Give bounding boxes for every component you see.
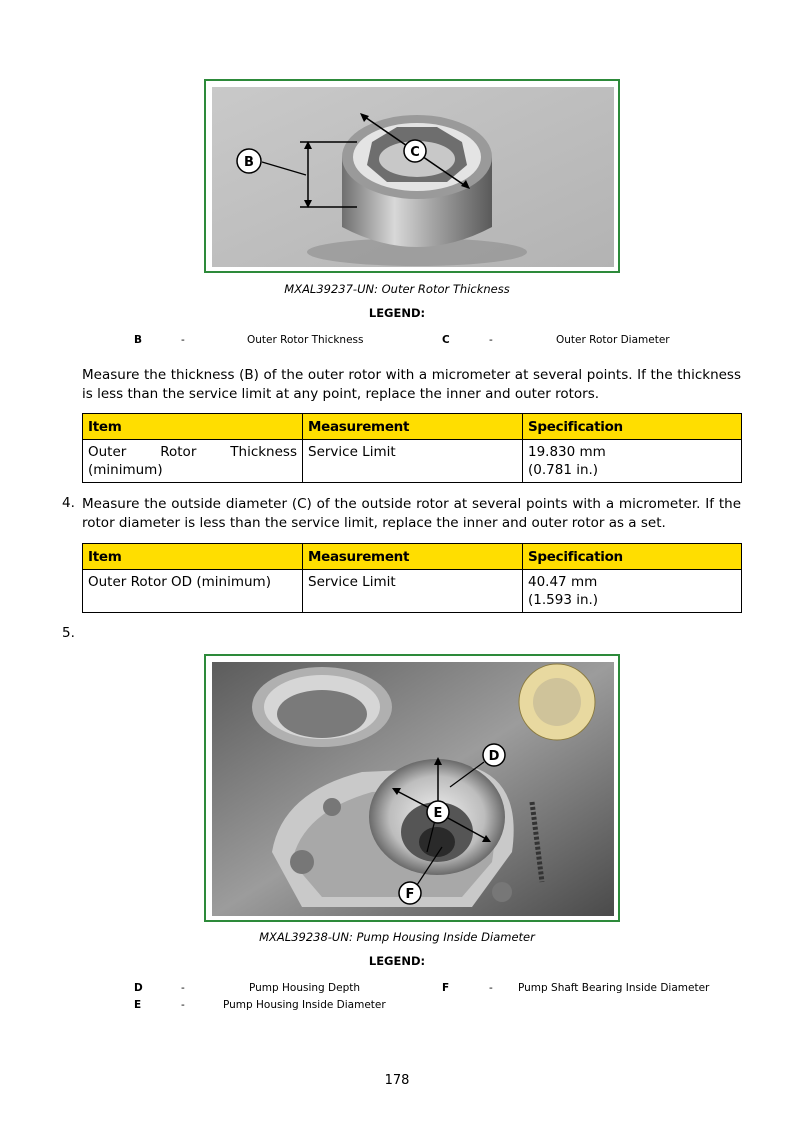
legend-text-c: Outer Rotor Diameter [556,334,670,346]
outer-rotor-photo [212,87,614,267]
table-header-row [83,414,742,440]
figure-outer-rotor [204,79,620,273]
callout-d: D [488,749,500,764]
legend-dash: - [181,334,185,346]
legend-key-e: E [134,999,142,1011]
figure2-legend-title: LEGEND: [368,954,426,968]
legend-dash: - [489,982,493,994]
figure2-caption: MXAL39238-UN: Pump Housing Inside Diameter [259,930,535,944]
legend-key-d: D [134,982,143,994]
legend-key-f: F [442,982,450,994]
paragraph-measure-thickness: Measure the thickness (B) of the outer rotor with a micrometer at several points. If the thickness is less than the service limit at any point, replace the inner and outer rotors. [82,367,741,402]
table-row [83,570,742,613]
header-measurement: Measurement [303,414,523,440]
step-5-number: 5. [62,625,75,641]
legend-text-b: Outer Rotor Thickness [247,334,364,346]
figure1-legend-title: LEGEND: [368,306,426,320]
legend-dash: - [489,334,493,346]
legend-text-e: Pump Housing Inside Diameter [223,999,386,1011]
table-row [83,440,742,483]
spec-table-thickness [82,413,742,483]
step-4-text: Measure the outside diameter (C) of the outside rotor at several points with a micrometer. If the rotor diameter is less than the service limit, replace the inner and outer rotor as a set. [82,496,741,531]
header-item: Item [83,544,303,570]
legend-key-c: C [442,334,450,346]
figure1-caption: MXAL39237-UN: Outer Rotor Thickness [284,282,510,296]
header-specification: Specification [523,544,742,570]
cell-specification: 19.830 mm (0.781 in.) [523,440,742,483]
legend-text-d: Pump Housing Depth [249,982,361,994]
legend-dash: - [181,999,185,1011]
header-specification: Specification [523,414,742,440]
header-item: Item [83,414,303,440]
callout-f: F [405,887,415,902]
legend-text-f: Pump Shaft Bearing Inside Diameter [518,982,710,994]
figure-pump-housing [204,654,620,922]
page-number: 178 [384,1073,410,1088]
legend-dash: - [181,982,185,994]
callout-b: B [244,155,254,170]
cell-measurement: Service Limit [303,440,523,483]
table-header-row [83,544,742,570]
pump-housing-photo [212,662,614,916]
step-4-number: 4. [62,495,75,511]
callout-c: C [410,145,420,160]
callout-e: E [433,806,443,821]
header-measurement: Measurement [303,544,523,570]
cell-measurement: Service Limit [303,570,523,613]
cell-item: Outer Rotor OD (minimum) [83,570,303,613]
legend-key-b: B [134,334,143,346]
cell-item: Outer Rotor Thickness (minimum) [83,440,303,483]
spec-table-od [82,543,742,613]
cell-specification: 40.47 mm (1.593 in.) [523,570,742,613]
